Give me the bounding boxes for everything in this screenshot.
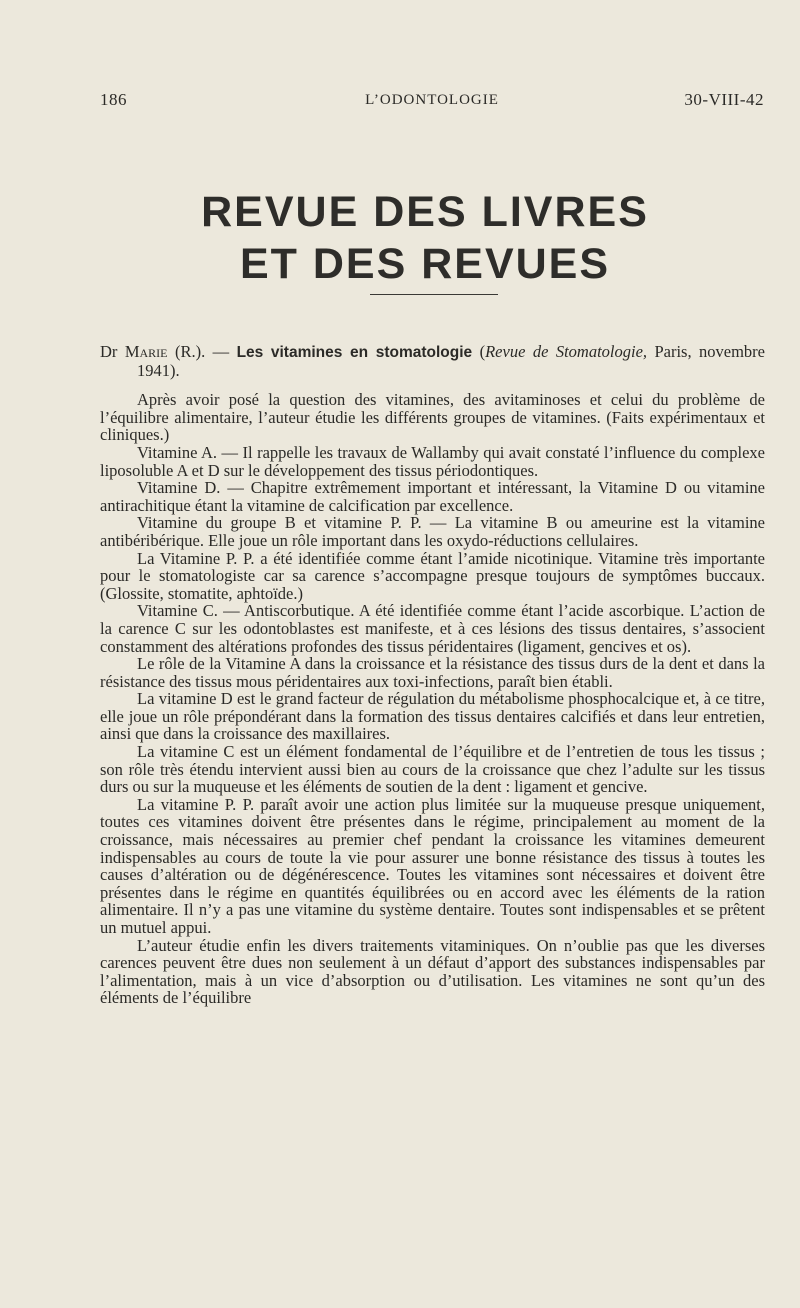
paragraph: Vitamine A. — Il rappelle les travaux de Wallamby qui avait constaté l’influence du complexe liposoluble A et D sur le développement des tissus périodontiques.: [100, 442, 765, 480]
author-initial: (R.). —: [167, 342, 237, 361]
article-title: Les vitamines en stomatologie: [236, 344, 473, 361]
paragraph: La vitamine C est un élément fondamental de l’équilibre et de l’entretien de tous les tissus ; son rôle très étendu intervient aussi bien au cours de la croissance que chez l’adulte sur les tissus durs ou sur la muqueuse et les éléments de soutien de la dent : ligament et gencive.: [100, 742, 765, 797]
title-divider: [370, 294, 498, 295]
paragraph: Après avoir posé la question des vitamines, des avitaminoses et celui du problème de l’équilibre alimentaire, l’auteur étudie les différents groupes de vitamines. (Faits expérimentaux et cliniques.): [100, 390, 765, 445]
page-number: 186: [100, 90, 127, 109]
paragraph: Vitamine C. — Antiscorbutique. A été identifiée comme étant l’acide ascorbique. L’action de la carence C sur les odontoblastes est manifeste, et à ces lésions des tissus dentaires, s’associent constamment des altérations profondes des tissus péridentaires (ligament, gencives et os).: [100, 601, 765, 656]
section-title-line-2: ET DES REVUES: [239, 240, 611, 288]
paragraph: Vitamine D. — Chapitre extrêmement important et intéressant, la Vitamine D ou vitamine antirachitique étant la vitamine de calcification par excellence.: [100, 478, 765, 515]
author-title-prefix: Dr: [100, 342, 125, 361]
review-body: [100, 343, 765, 1007]
running-head: [100, 90, 764, 114]
review-author: Marie: [124, 342, 168, 361]
source-journal: Revue de Stomatologie,: [485, 342, 648, 361]
source-details: Paris, novembre 1941).: [137, 342, 765, 380]
section-title: [0, 186, 800, 290]
source-open: (: [472, 342, 486, 361]
paragraph: L’auteur étudie enfin les divers traitements vitaminiques. On n’oublie pas que les diverses carences peuvent être dues non seulement à un défaut d’apport des substances indispensables par l’alimentation, mais à un vice d’absorption ou d’utilisation. Les vitamines ne sont qu’un des éléments de l’équilibre: [100, 935, 765, 1008]
paragraph: La vitamine D est le grand facteur de régulation du métabolisme phosphocalcique et, à ce titre, elle joue un rôle prépondérant dans la formation des tissus dentaires calcifiés et dans leur entretien, ainsi que dans la croissance des maxillaires.: [100, 689, 765, 744]
issue-date: 30-VIII-42: [684, 90, 764, 109]
paragraph: La Vitamine P. P. a été identifiée comme étant l’amide nicotinique. Vitamine très importante pour le stomatologiste car sa carence s’accompagne presque toujours de symptômes buccaux. (Glossite, stomatite, aphtoïde.): [100, 548, 765, 603]
paragraph: La vitamine P. P. paraît avoir une action plus limitée sur la muqueuse presque uniquement, toutes ces vitamines doivent être présentes dans le régime, principalement au moment de la croissance, mais nécessaires au premier chef pendant la croissance les vitamines demeurent indispensables au cours de toute la vie pour assurer une bonne résistance des tissus à toutes les causes d’altération ou de dégénérescence. Toutes les vitamines sont nécessaires et doivent être présentes dans le régime en quantités équilibrées ou en accord avec les éléments de la ration alimentaire. Il n’y a pas une vitamine du système dentaire. Toutes sont indispensables et se prêtent un mutuel appui.: [100, 794, 765, 937]
section-title-line-1: REVUE DES LIVRES: [201, 188, 649, 236]
paragraph: Vitamine du groupe B et vitamine P. P. — La vitamine B ou ameurine est la vitamine antibéribérique. Elle joue un rôle important dans les oxydo-réductions cellulaires.: [100, 513, 765, 550]
journal-name: L’ODONTOLOGIE: [365, 92, 499, 108]
review-citation: [100, 343, 765, 379]
paragraph: Le rôle de la Vitamine A dans la croissance et la résistance des tissus durs de la dent et dans la résistance des tissus mous péridentaires aux toxi-infections, paraît bien établi.: [100, 654, 765, 691]
